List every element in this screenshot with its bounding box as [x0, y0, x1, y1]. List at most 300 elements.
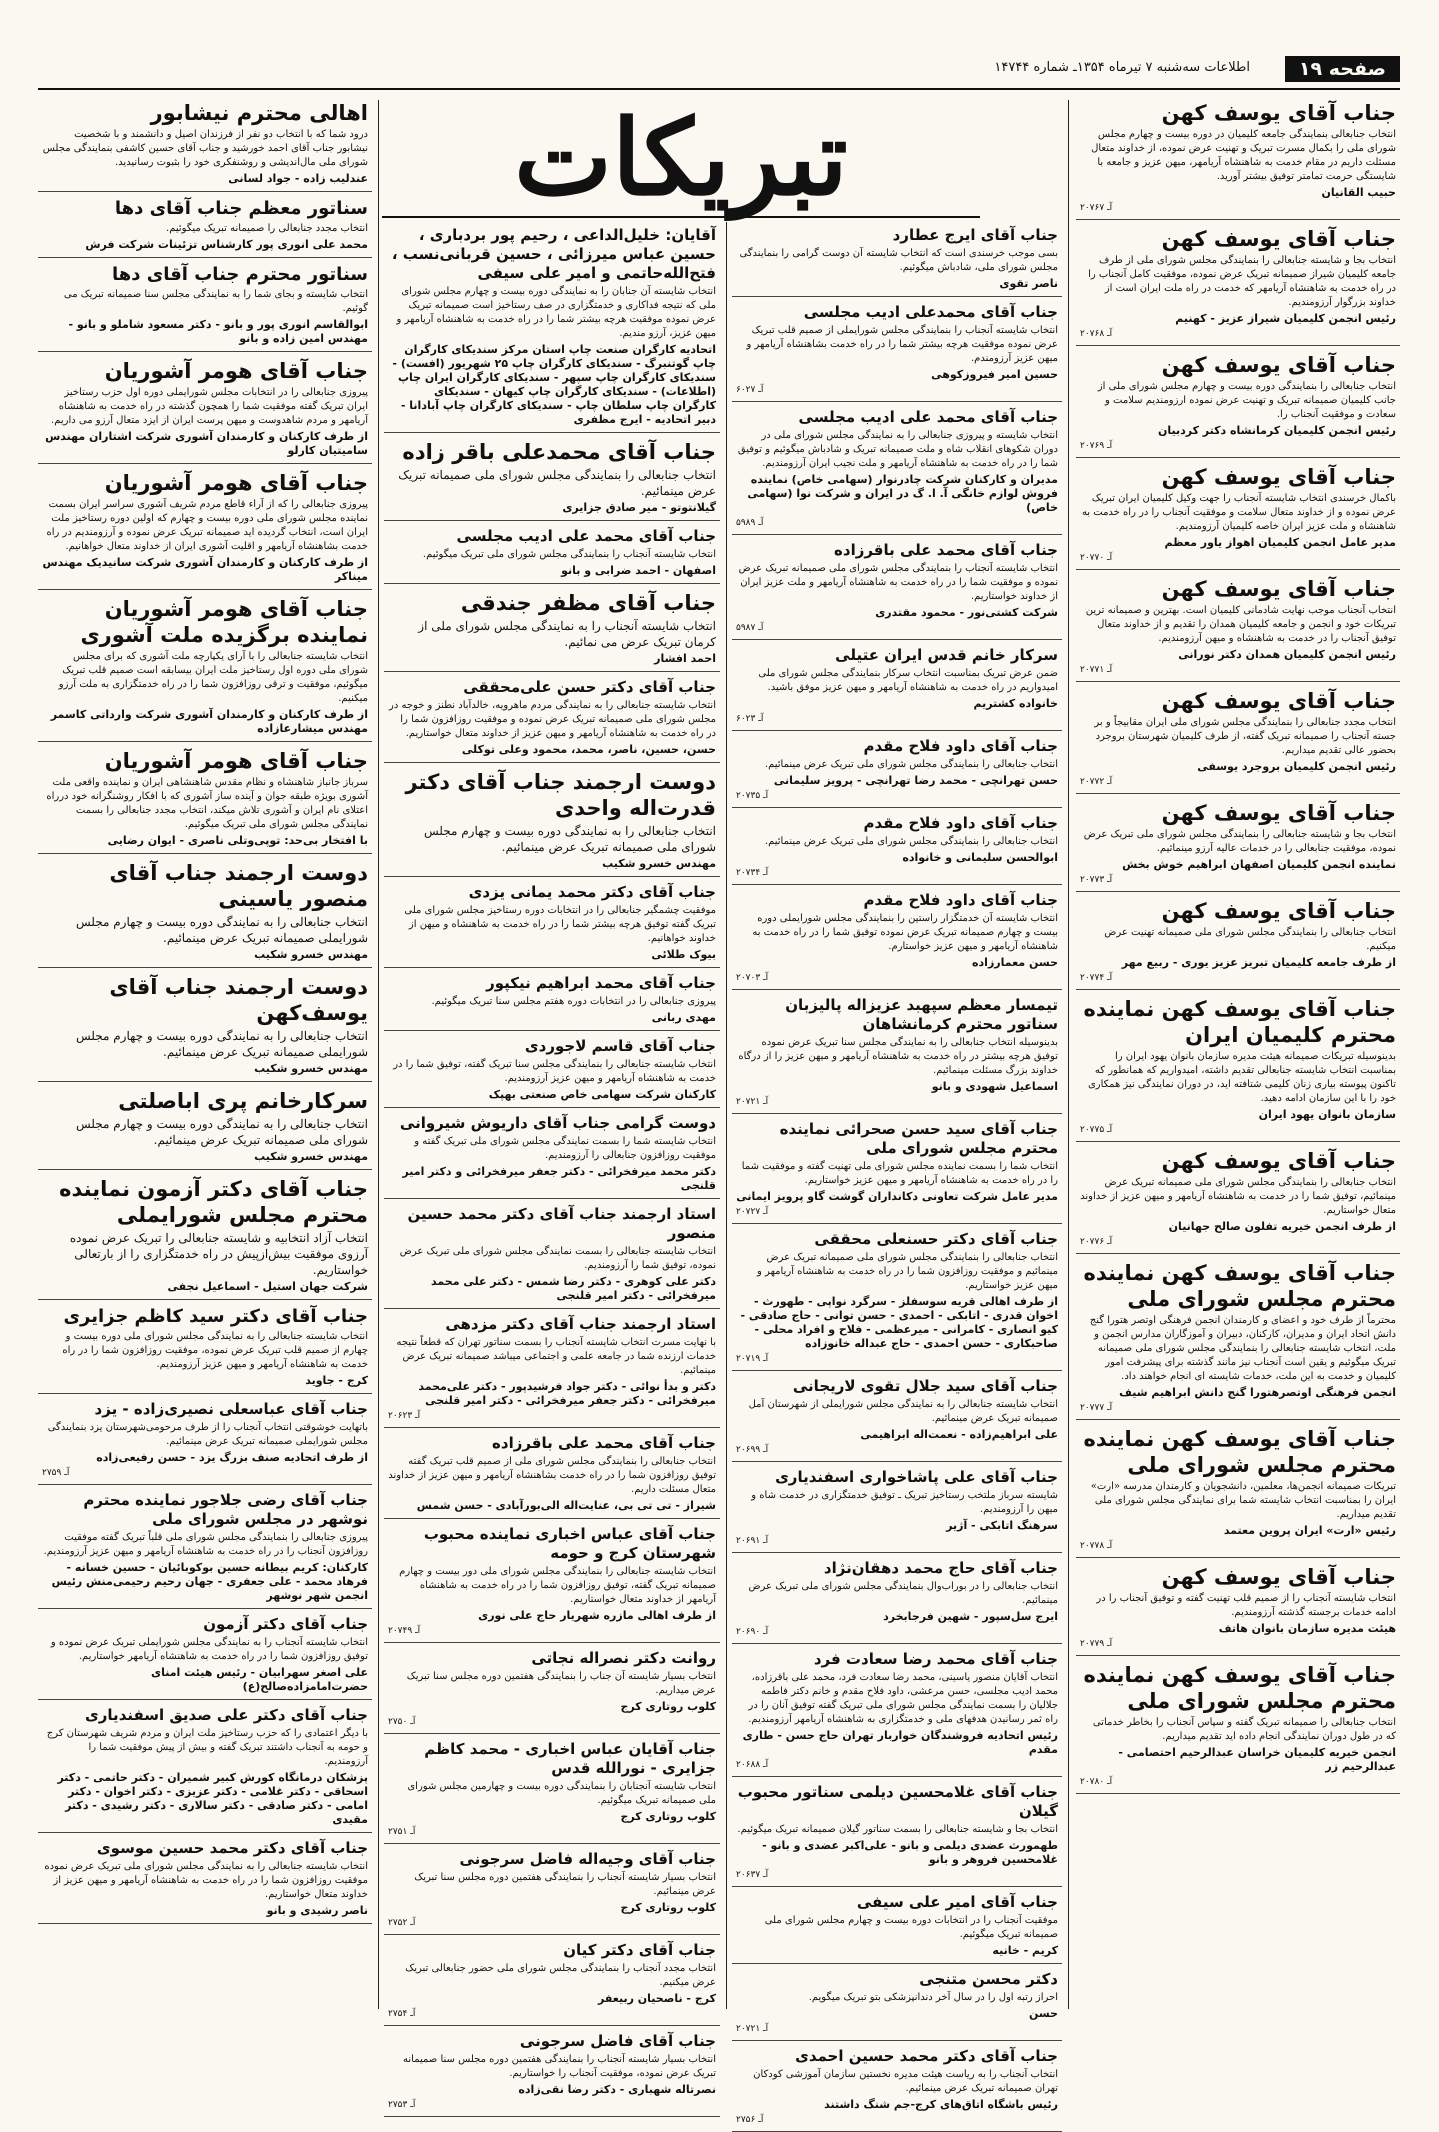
- notice-body: انتخاب جنابعالی را به نمایندگی دوره بیست و چهارم مجلس شورایملی صمیمانه تبریک عرض مینمائیم.: [75, 915, 368, 945]
- notice-block: [384, 1740, 720, 1844]
- notice-ref-code: آـ ۲۰۷۷۲: [1080, 777, 1113, 787]
- notice-heading: جناب آقای وجیه‌اله فاضل سرجونی: [459, 1850, 716, 1868]
- notice-body: انتخاب جنابعالی را به نمایندگی دوره بیست و چهارم مجلس شورایملی صمیمانه تبریک عرض مینمائیم.: [75, 1029, 368, 1059]
- notice-body: پیروزی جنابعالی را در انتخابات دوره هفتم مجلس سنا تبریک میگوئیم.: [431, 996, 716, 1007]
- notice-body: احراز رتبه اول را در سال آخر دندانپزشکی بتو تبریک میگویم.: [808, 1992, 1058, 2003]
- notice-signature: حسن معمارزاده: [972, 956, 1058, 969]
- notice-block: [384, 1850, 720, 1935]
- notice-signature: رئیس اتحادیه فروشندگان خواربار تهران حاج حسن - طاری مقدم: [742, 1729, 1058, 1756]
- notice-body: ضمن عرض تبریک بمناسبت انتخاب سرکار بنمایندگی مجلس شورای ملی امیدواریم در راه خدمت به شاهنشاه آریامهر و میهن عزیز موفق باشید.: [758, 668, 1058, 693]
- notice-ref-code: آـ ۶۰۲۳: [736, 714, 764, 724]
- notice-block: [732, 303, 1062, 402]
- notice-ref-code: آـ ۲۷۵۲: [388, 1918, 416, 1928]
- notice-signature: رئیس انجمن کلیمیان کرمانشاه دکتر کردبیان: [1157, 424, 1396, 437]
- notice-block: [1076, 1260, 1400, 1420]
- notice-body: انتخاب شایسته جنابعالی را بسمت نمایندگی مجلس شورای ملی تبریک عرض نموده، توفیق شما را آرزومندیم.: [399, 1246, 716, 1271]
- notice-block: [732, 1783, 1062, 1887]
- notice-heading: جناب آقای محمد رضا سعادت فرد: [813, 1650, 1058, 1668]
- notice-body: انتخاب شایسته آنجنابان را بنمایندگی دوره بیست و چهارمین مجلس شورای ملی صمیمانه تبریک میگوئیم.: [407, 1781, 716, 1806]
- notice-signature: گیلانتوتو - میر صادق جزایری: [562, 501, 716, 514]
- notice-heading: جناب آقای هومر آشوریان نماینده برگزیده ملت آشوری: [80, 597, 368, 647]
- notice-body: انتخاب شایسته جنابعالی را به نمایندگی مجلس شورایملی از شهرستان آمل صمیمانه تبریک عرض مینمائیم.: [748, 1399, 1058, 1424]
- notice-signature: ابوالقاسم انوری پور و بانو - دکتر مسعود شاملو و بانو - مهندس امین زاده و بانو: [68, 318, 368, 345]
- notice-signature: حسن تهرانچی - محمد رضا تهرانچی - پرویز سلیمانی: [773, 774, 1058, 787]
- notice-ref-code: آـ ۵۹۸۹: [736, 518, 764, 528]
- notice-heading: جناب آقای یوسف کهن نماینده محترم کلیمیان ایران: [1083, 997, 1396, 1047]
- notice-body: تبریکات صمیمانه انجمن‌ها، معلمین، دانشجویان و کارمندان مدرسه «ارت» ایران را بمناسبت انتخاب شایسته شما برای نمایندگی مجلس شورای ملی تقدیم میداریم.: [1090, 1481, 1396, 1520]
- notice-heading: جناب آقای دکتر علی صدیق اسفندیاری: [85, 1706, 368, 1724]
- notice-signature: دکتر و بدأ نوائی - دکتر جواد فرشیدپور - دکتر علی‌محمد میرفخرائی - دکتر جعفر میرفخرائی - دکتر امیر قلنجی: [418, 1380, 716, 1407]
- notice-heading: اهالی محترم نیشابور: [150, 101, 368, 125]
- notice-block: [732, 1970, 1062, 2041]
- notice-body: انتخاب شایسته جنابعالی را به نمایندگی مجلس شورای ملی تبریک عرض نموده موفقیت روزافزون شما را در راه خدمت به شاهنشاه آریامهر و میهن عزیز از خداوند متعال خواستاریم.: [44, 1861, 368, 1900]
- notice-block: [732, 541, 1062, 640]
- notice-heading: جناب آقای دکتر محمد یمانی یزدی: [468, 883, 716, 901]
- notice-signature: اصفهان - احمد ضرابی و بانو: [561, 564, 716, 577]
- notice-body: شایسته سرباز ملتخب رستاخیز تبریک ـ توفیق خدمتگزاری در خدمت شاه و میهن را آرزومندیم.: [751, 1490, 1058, 1515]
- notice-heading: دکتر محسن متنجی: [919, 1970, 1058, 1988]
- notice-signature: علی اصغر سهرابیان - رئیس هیئت امنای حضرت‌امامزاده‌صالح(ع): [151, 1666, 368, 1693]
- notice-body: انتخاب شایسته جنابعالی را بنمایندگی مجلس شورای ملی دور بیست و چهارم صمیمانه تبریک گفته، توفیق روزافزون شما را در راه خدمت به شاهنشاه آریامهر از خداوند متعال خواستاریم.: [399, 1566, 716, 1605]
- notice-heading: جناب آقای یوسف کهن: [1161, 577, 1396, 601]
- notice-ref-code: آـ ۲۷۵۴: [388, 2009, 416, 2019]
- notice-heading: جناب آقای یوسف کهن نماینده محترم مجلس شورای ملی: [1083, 1663, 1396, 1713]
- notice-heading: جناب آقای یوسف کهن: [1161, 353, 1396, 377]
- notice-body: انتخاب جنابعالی را بنمایندگی دوره بیست و چهارم مجلس شورای ملی از جانب کلیمیان صمیمانه تبریک و تهنیت عرض نموده ارزومندیم سلامت و سعادت و موفقیت آنجناب را.: [1097, 381, 1396, 420]
- notice-ref-code: آـ ۲۰۶۲۳: [388, 1411, 421, 1421]
- notice-signature: ناصر تقوی: [999, 277, 1058, 290]
- notice-ref-code: آـ ۲۰۶۹۹: [736, 1445, 769, 1455]
- notice-body: محترماً از طرف خود و اعضای و کارمندان انجمن فرهنگی اوتصر هتورا گنج دانش اتحاد ایران و مدیران، کارکنان، دبیران و آموزگاران مدارس انجمن و ملت، انتخاب شایسته جنابعالی را بنمایندگی مجلس شورای ملی صمیمانه تبریک میگوئیم و یقین است آنجناب نیز مانند گذشته برای پیشرفت امور کلیمیان و خدمت به این ملت، خدمات شایسته ای انجام خواهند داد.: [1089, 1315, 1396, 1382]
- notice-body: انتخاب مجدد جنابعالی را بنمایندگی مجلس شورای ملی ایران مقابیجاً و بر جسته آنجناب را صمیمانه تبریک گفته، از طرف کلیمیان شهرستان بروجرد بحضور عالی تقدیم میداریم.: [1094, 717, 1396, 756]
- notice-ref-code: آـ ۲۰۷۷۹: [1080, 1639, 1113, 1649]
- notice-heading: جناب آقایان عباس اخباری - محمد کاظم جزایری - نورالله قدس: [424, 1740, 716, 1777]
- notice-body: بدینوسیله تبریکات صمیمانه هیئت مدیره سازمان بانوان یهود ایران را بمناسبت انتخاب شایسته جنابعالی تقدیم داشته، امیدواریم که همانطور که تاکنون پیوسته بیاری زنان کلیمی شتافته اید، در دوران نمایندگی نیز همکاری خود را با این سازمان ادامه دهید.: [1087, 1051, 1396, 1104]
- notice-block: [38, 1176, 372, 1300]
- notice-block: [732, 2047, 1062, 2132]
- notice-block: [384, 678, 720, 763]
- notice-block: [38, 596, 372, 742]
- notice-body: انتخاب جنابعالی را بنمایندگی مجلس شورای ملی تبریک عرض مینمائیم.: [764, 759, 1058, 770]
- notice-block: [1076, 576, 1400, 682]
- notice-signature: اتحادیه کارگران صنعت چاپ استان مرکز سندیکای کارگران چاپ گوتنبرگ - سندیکای کارگران چاپ ۲۵ شهریور (افست) - سندیکای کارگران چاپ سپهر - سندیکای کارگران ایران چاپ (اطلاعات) - سندیکای کارگران چاپ کیهان - سندیکای کارگران چاپ سلطان چاپ - سندیکای کارگران چاپ آبادانا - دبیر اتحادیه - ایرج مظفری: [392, 343, 716, 426]
- notice-signature: از طرف جامعه کلیمیان تبریز عزیز یوری - ربیع مهر: [1121, 956, 1396, 969]
- notice-block: [732, 1377, 1062, 1462]
- notice-block: [38, 1400, 372, 1485]
- notice-body: انتخاب شایسته آنجناب را بنمایندگی مجلس شورایملی از صمیم قلب تبریک عرض نموده موفقیت هرچه بیشتر شما را در راه خدمت بشاهنشاه آریامهر و میهن عزیز آرزومندم.: [746, 325, 1058, 364]
- column-4: [38, 100, 372, 2009]
- column-rule: [726, 222, 727, 2009]
- issue-line: اطلاعات سه‌شنبه ۷ تیرماه ۱۳۵۴ـ شماره ۱۴۷۴۴: [994, 60, 1250, 75]
- notice-body: انتخاب جنابعالی را در بوراب‌وال بنمایندگی مجلس شورای ملی تبریک عرض مینمائیم.: [748, 1581, 1058, 1606]
- notice-block: [1076, 226, 1400, 346]
- notice-signature: سازمان بانوان یهود ایران: [1258, 1108, 1396, 1121]
- notice-block: [38, 748, 372, 854]
- notice-block: [732, 226, 1062, 297]
- notice-body: انتخاب شایسته شما را بسمت نمایندگی مجلس شورای ملی تبریک گفته و موفقیت روزافزون جنابعالی را آرزومندیم.: [414, 1136, 716, 1161]
- notice-signature: کارکنان: کریم بیطانه حسین بوکوبائیان - حسین خسانه - فرهاد محمد - علی جعفری - جهان رحیم رحیمی‌منش رئیس انجمن شهر نوشهر: [51, 1561, 368, 1602]
- notice-body: انتخاب شایسته آنجناب را به نمایندگی مجلس شورایملی تبریک عرض نموده و توفیق روزافزون شما را در راه خدمت به شاهنشاه آریامهر خواستاریم.: [50, 1637, 368, 1662]
- notice-body: با دیگر اعتمادی را که حزب رستاخیز ملت ایران و مردم شریف شهرستان کرج و حومه به آنجناب داشتند تبریک گفته و بیش از پیش موفقیت شما را آرزومندیم.: [46, 1728, 368, 1767]
- column-3: [384, 226, 720, 2110]
- notice-body: انتخاب مجدد جنابعالی را صمیمانه تبریک میگوئیم.: [166, 223, 368, 234]
- notice-heading: سناتور معظم جناب آقای دها: [114, 198, 368, 219]
- notice-block: [732, 1559, 1062, 1644]
- notice-heading: جناب آقای ایرج عطارد: [892, 226, 1058, 244]
- notice-signature: مهندس خسرو شکیب: [602, 857, 716, 870]
- notice-block: [384, 769, 720, 877]
- notice-block: [1076, 100, 1400, 220]
- notice-signature: کارکنان شرکت سهامی خاص صنعتی بهپک: [488, 1088, 716, 1101]
- notice-signature: مدیر عامل انجمن کلیمیان اهواز یاور معظم: [1164, 536, 1396, 549]
- notice-heading: جناب آقای دکتر حسن علی‌محققی: [463, 678, 716, 696]
- notice-ref-code: آـ ۲۰۷۷۴: [1080, 973, 1113, 983]
- notice-block: [732, 646, 1062, 731]
- notice-signature: رئیس انجمن کلیمیان شیراز عزیز - کهنیم: [1175, 312, 1396, 325]
- notice-block: [38, 1839, 372, 1924]
- notice-block: [38, 1706, 372, 1833]
- notice-signature: نماینده انجمن کلیمیان اصفهان ابراهیم خوش بخش: [1122, 858, 1396, 871]
- notice-signature: از طرف انجمن خیریه تفلون صالح جهانیان: [1168, 1220, 1396, 1233]
- notice-block: [732, 1230, 1062, 1371]
- notice-body: انتخاب بجا و شایسته جنابعالی را بنمایندگی مجلس شورای ملی از طرف جامعه کلیمیان شیراز صمیمانه تبریک عرض نموده، موفقیت کامل آنجناب را در راه خدمت به شاهنشاه آریامهر که خدمت در راه ملت ایران است از خداوند بزرگوار آرزومندیم.: [1088, 255, 1396, 308]
- notice-heading: جناب آقای دکتر حسنعلی محققی: [814, 1230, 1058, 1248]
- notice-block: [384, 1315, 720, 1428]
- notice-signature: ایرج سل‌سپور - شهین فرجابخرد: [883, 1610, 1058, 1623]
- notice-signature: مهندس خسرو شکیب: [254, 948, 368, 961]
- notice-ref-code: آـ ۲۰۷۶۸: [1080, 329, 1113, 339]
- notice-block: [38, 198, 372, 258]
- notice-body: انتخاب جنابعالی را بنمایندگی مجلس شورای ملی صمیمانه تبریک عرض مینمائیم، توفیق شما را در خدمت به شاهنشاه آریامهر و میهن عزیز از خداوند متعال خواستاریم.: [1080, 1177, 1396, 1216]
- notice-ref-code: آـ ۲۰۶۸۸: [736, 1760, 769, 1770]
- notice-heading: جناب آقای مظفر جندقی: [460, 591, 716, 615]
- notice-heading: استاد ارجمند جناب آقای دکتر مزدهی: [445, 1315, 716, 1333]
- notice-heading: جناب آقای هومر آشوریان: [104, 749, 368, 773]
- notice-heading: جناب آقای محمد علی ادیب مجلسی: [456, 527, 716, 545]
- page-title: تبریکات: [514, 96, 848, 219]
- notice-signature: ناصر رشیدی و بانو: [266, 1904, 368, 1917]
- notice-heading: جناب آقای غلامحسین دیلمی سناتور محبوب گیلان: [737, 1783, 1058, 1820]
- notice-ref-code: آـ ۲۰۷۷۳: [1080, 875, 1113, 885]
- notice-body: انتخاب بسیار شایسته آنجناب را بنمایندگی هفتمین دوره مجلس سنا صمیمانه تبریک عرض نموده، موفقیت آنجناب را خواستاریم.: [403, 2054, 716, 2079]
- notice-body: درود شما که با انتخاب دو نفر از فرزندان اصیل و دانشمند و با شخصیت نیشابور جناب آقای احمد خورشید و جناب آقای حسین کاشفی بنمایندگی مجلس شورای ملی مال‌اندیشی و روشنفکری خود را بثبوت رسانیدید.: [42, 129, 368, 168]
- page-title-box: [382, 96, 980, 219]
- notice-signature: از طرف کارکنان و کارمندان آشوری شرکت اشتاران مهندس سامیتیان کارلو: [45, 430, 368, 457]
- notice-signature: عندلیب زاده - جواد لسانی: [228, 172, 368, 185]
- notice-heading: جناب آقای عباسعلی نصیری‌زاده - یزد: [94, 1400, 368, 1418]
- notice-body: انتخاب شایسته جنابعالی را به نمایندگی مردم ماهرویه، خالدآباد نطنز و خوجه در مجلس شورای ملی صمیمانه تبریک عرض نموده و موفقیت روزافزون شما را در راه خدمت به شاهنشاه آریامهر و میهن عزیز از خداوند متعال خواستاریم.: [389, 700, 716, 739]
- notice-body: پیروزی جنابعالی را بنمایندگی مجلس شورای ملی قلباً تبریک گفته موفقیت روزافزون آنجناب را در راه خدمت به شاهنشاه آریامهر و میهن عزیز آرزومندیم.: [43, 1532, 368, 1557]
- notice-block: [384, 226, 720, 433]
- notice-body: انتخاب شایسته آنجناب را بنمایندگی مجلس شورای ملی تبریک میگوئیم.: [422, 549, 716, 560]
- notice-block: [38, 264, 372, 352]
- notice-block: [1076, 898, 1400, 990]
- column-1: [1076, 100, 1400, 2009]
- notice-heading: جناب آقای هومر آشوریان: [104, 471, 368, 495]
- notice-heading: جناب آقای امیر علی سیفی: [856, 1893, 1058, 1911]
- notice-ref-code: آـ ۲۰۷۷۱: [1080, 665, 1113, 675]
- notice-heading: دوست گرامی جناب آقای داریوش شیروانی: [399, 1114, 716, 1132]
- notice-body: انتخاب شایسته جنابعالی را بنمایندگی مجلس سنا تبریک گفته، توفیق شما را در خدمت به شاهنشاه آریامهر و میهن عزیز آرزومندیم.: [393, 1059, 716, 1084]
- notice-body: انتخاب جنابعالی را به نمایندگی دوره بیست و چهارم مجلس شورای ملی صمیمانه تبریک عرض مینمائیم.: [423, 824, 716, 854]
- notice-body: انتخاب شایسته آنجناب را به نمایندگی مجلس شورای ملی از کرمان تبریک عرض می نمائیم.: [418, 619, 716, 649]
- notice-heading: جناب آقای رضی جلاجور نماینده محترم نوشهر در مجلس شورای ملی: [83, 1491, 368, 1528]
- notice-heading: سرکار خانم قدس ایران عتیلی: [835, 646, 1058, 664]
- notice-block: [384, 2032, 720, 2117]
- notice-signature: انجمن خیریه کلیمیان خراسان عبدالرحیم احتصامی - عبدالرحیم زر: [1118, 1746, 1396, 1773]
- notice-heading: جناب آقای دکتر محمد حسین احمدی: [795, 2047, 1058, 2065]
- notice-heading: جناب آقای حاج محمد دهقان‌نژاد: [823, 1559, 1058, 1577]
- notice-signature: محمد علی انوری پور کارشناس تزئینات شرکت فرش: [85, 238, 368, 251]
- notice-ref-code: آـ ۲۷۵۳: [388, 2100, 416, 2110]
- notice-ref-code: آـ ۲۰۷۷۵: [1080, 1125, 1113, 1135]
- notice-signature: حسن، حسین، ناصر، محمد، محمود وعلی توکلی: [461, 743, 716, 756]
- notice-ref-code: آـ ۲۰۷۷۷: [1080, 1403, 1113, 1413]
- notice-body: انتخاب بسیار شایسته آنجناب را بنمایندگی هفتمین دوره مجلس سنا تبریک عرض مینمائیم.: [414, 1872, 716, 1897]
- notice-body: انتخاب بجا و شایسته جنابعالی را بنمایندگی مجلس شورای ملی تبریک عرض نموده، موفقیت جنابعالی را در خدمات عالیه آرزو مینمائیم.: [1083, 829, 1396, 854]
- notice-ref-code: آـ ۲۰۷۸۰: [1080, 1777, 1113, 1787]
- notice-heading: سرکارخانم پری اباصلتی: [118, 1089, 368, 1113]
- notice-signature: کلوب روتاری کرج: [620, 1700, 716, 1713]
- notice-heading: جناب آقای یوسف کهن: [1161, 1149, 1396, 1173]
- notice-body: انتخاب شما را بسمت نماینده مجلس شورای ملی تهنیت گفته و موفقیت شما را در راه خدمت به شاهنشاه آریامهر و میهن عزیز خواستاریم.: [741, 1161, 1058, 1186]
- notice-block: [384, 439, 720, 521]
- notice-signature: رئیس انجمن کلیمیان بروجرد یوسفی: [1197, 760, 1396, 773]
- notice-body: انتخاب شایسته جنابعالی را به نمایندگی مجلس شورای ملی دوره بیست و چهارم از صمیم قلب تبریک عرض نموده، موفقیت روزافزون شما را در راه خدمت به شاهنشاه آریامهر و میهن عزیز آرزومندیم.: [62, 1331, 368, 1370]
- notice-heading: جناب آقای محمد علی باقرزاده: [834, 541, 1058, 559]
- notice-heading: جناب آقای یوسف کهن نماینده محترم مجلس شورای ملی: [1083, 1261, 1396, 1311]
- notice-body: انتخاب آقایان منصور یاسینی، محمد رضا سعادت فرد، محمد علی باقرزاده، محمد ادیب مجلسی، حسن مرعشی، داود فلاح مقدم و خانم دکتر فاطمه جلالیان را بسمت نمایندگی مجلس شورای ملی تبریک گفته توفیق آنان را در راه ثمر رسانیدن هدفهای ملی و خدمتگزاری به شاهنشاه آریامهر آرزومندیم.: [748, 1672, 1058, 1725]
- notice-block: [732, 1120, 1062, 1224]
- notice-signature: ابوالحسن سلیمانی و خانواده: [902, 851, 1058, 864]
- notice-heading: جناب آقای یوسف کهن: [1161, 227, 1396, 251]
- notice-body: انتخاب شایسته آن خدمتگزار راستین را بنمایندگی مجلس شورایملی دوره بیست و چهارم صمیمانه تبریک عرض نموده توفیق شما را در راه خدمت به شاهنشاه آریامهر و میهن عزیز خواستارم.: [752, 913, 1058, 952]
- notice-heading: جناب آقای یوسف کهن نماینده محترم مجلس شورای ملی: [1083, 1427, 1396, 1477]
- notice-heading: جناب آقای دکتر آزمون: [203, 1615, 368, 1633]
- notice-block: [1076, 800, 1400, 892]
- notice-heading: جناب آقای فاضل سرجونی: [519, 2032, 716, 2050]
- masthead: [38, 52, 1400, 90]
- notice-signature: بیوک طلائی: [651, 948, 716, 961]
- notice-signature: از طرف اهالی مازره شهریار حاج علی نوری: [478, 1609, 716, 1622]
- notice-block: [384, 1205, 720, 1309]
- notice-ref-code: آـ ۲۰۷۶۹: [1080, 441, 1113, 451]
- notice-body: با نهایت مسرت انتخاب شایسته آنجناب را بسمت سناتور تهران که قطعاً نتیجه خدمات ارزنده شما در جامعه علمی و اجتماعی میباشد صمیمانه تبریک عرض مینمائیم.: [396, 1337, 716, 1376]
- notice-signature: کرج - ناصحیان ربیعفر: [598, 1992, 716, 2005]
- notice-heading: دوست ارجمند جناب آقای دکتر قدرت‌اله واحدی: [405, 770, 716, 820]
- notice-block: [384, 1434, 720, 1519]
- notice-ref-code: آـ ۲۰۷۰۳: [736, 973, 769, 983]
- column-2: [732, 226, 1062, 2125]
- notice-signature: حبیب القانیان: [1321, 186, 1396, 199]
- notice-heading: جناب آقای محمد علی باقرزاده: [492, 1434, 716, 1452]
- notice-ref-code: آـ ۲۰۷۱۹: [736, 1354, 769, 1364]
- notice-heading: آقایان: خلیل‌الداعی ، رحیم پور بردباری ، حسین عباس میرزائی ، حسین قربانی‌نسب ، فتح‌الله‌حاتمی و امیر علی سیفی: [391, 226, 716, 282]
- notice-ref-code: آـ ۲۰۷۶۷: [1080, 203, 1113, 213]
- notice-heading: جناب آقای عباس اخباری نماینده محبوب شهرستان کرج و حومه: [423, 1525, 716, 1562]
- notice-ref-code: آـ ۲۷۵۱: [388, 1827, 416, 1837]
- notice-signature: دکتر علی کوهری - دکتر رضا شمس - دکتر علی محمد میرفخرائی - دکتر امیر قلنجی: [431, 1275, 716, 1302]
- notice-body: انتخاب مجدد آنجناب را بنمایندگی مجلس شورای ملی حضور جنابعالی تبریک عرض میکنیم.: [405, 1963, 716, 1988]
- notice-block: [1076, 1662, 1400, 1794]
- notice-signature: هیئت مدیره سازمان بانوان هاتف: [1218, 1622, 1396, 1635]
- notice-body: انتخاب آنجناب موجب نهایت شادمانی کلیمیان است. بهترین و صمیمانه ترین تبریکات خود و انجمن و جامعه کلیمیان همدان را تقدیم و از خداوند متعال توفیق آنجناب را در خدمت به شاهنشاه و میهن آرزومندیم.: [1085, 605, 1396, 644]
- notice-block: [384, 590, 720, 672]
- page-number-badge: صفحه ۱۹: [1285, 56, 1400, 82]
- notice-body: انتخاب جنابعالی بنمایندگی جامعه کلیمیان در دوره بیست و چهارم مجلس شورای ملی را بکمال مسرت تبریک و تهنیت عرض نموده، از خداوند متعال مسئلت داریم در مقام خدمت به شاهنشاه آریامهر، میهن عزیز و جامعه با شایستگی حرمت تمامتر توفیق بیشتر آورید.: [1091, 129, 1396, 182]
- notice-heading: جناب آقای سید حسن صحرائی نماینده محترم مجلس شورای ملی: [779, 1120, 1058, 1157]
- notice-block: [384, 1037, 720, 1108]
- notice-block: [384, 1941, 720, 2026]
- notice-signature: مهدی ربانی: [651, 1011, 716, 1024]
- notice-ref-code: آـ ۲۰۷۲۱: [736, 1097, 769, 1107]
- notice-heading: جناب آقای یوسف کهن: [1161, 689, 1396, 713]
- notice-ref-code: آـ ۲۰۷۳۵: [736, 791, 769, 801]
- notice-block: [384, 883, 720, 968]
- notice-ref-code: آـ ۲۰۷۴۹: [388, 1626, 421, 1636]
- notice-block: [1076, 1564, 1400, 1656]
- notice-signature: رئیس باشگاه اتاق‌های کرج-جم شنگ داشتند: [824, 2098, 1058, 2111]
- notice-heading: جناب آقای داود فلاح مقدم: [863, 737, 1058, 755]
- notice-ref-code: آـ ۲۰۷۲۱: [736, 2024, 769, 2034]
- notice-block: [732, 996, 1062, 1114]
- notice-body: انتخاب جنابعالی را بنمایندگی مجلس شورای ملی صمیمانه تبریک عرض مینمائیم و موفقیت روزافزون شما را در راه خدمت به شاهنشاه آریامهر و میهن عزیز خواستاریم.: [757, 1252, 1058, 1291]
- notice-block: [38, 1615, 372, 1700]
- column-rule: [1068, 100, 1069, 2009]
- notice-heading: جناب آقای داود فلاح مقدم: [863, 814, 1058, 832]
- notice-heading: جناب آقای محمدعلی باقر زاده: [402, 440, 716, 464]
- notice-block: [384, 1525, 720, 1643]
- notice-block: [384, 1114, 720, 1199]
- notice-heading: تیمسار معظم سپهبد عزیزاله پالیزبان سناتور محترم کرمانشاهان: [785, 996, 1058, 1033]
- notice-ref-code: آـ ۲۰۶۹۰: [736, 1627, 769, 1637]
- notice-block: [732, 891, 1062, 990]
- notice-heading: جناب آقای داود فلاح مقدم: [863, 891, 1058, 909]
- notice-body: انتخاب بجا و شایسته جنابعالی را بسمت سناتور گیلان صمیمانه تبریک میگوئیم.: [737, 1824, 1058, 1835]
- notice-signature: اسماعیل شهودی و بانو: [931, 1080, 1058, 1093]
- notice-signature: پزشکان درمانگاه کورش کبیر شمیران - دکتر حاتمی - دکتر اسحاقی - دکتر غلامی - دکتر عزیزی - دکتر اخوان - دکتر امامی - دکتر صادقی - دکتر سالاری - دکتر رشیدی - دکتر مقیدی: [57, 1771, 368, 1826]
- notice-signature: از طرف کارکنان و کارمندان آشوری شرکت وارداتی کاسمر مهندس میشارعازاده: [50, 708, 368, 735]
- notice-signature: شرکت جهان استیل - اسماعیل نجفی: [167, 1280, 368, 1293]
- notice-signature: سرهنگ اتابکی - آژیر: [946, 1519, 1058, 1532]
- notice-signature: مهندس خسرو شکیب: [254, 1150, 368, 1163]
- notice-heading: جناب آقای سید جلال تقوی لاریجانی: [792, 1377, 1058, 1395]
- notice-body: بسی موجب خرسندی است که انتخاب شایسته آن دوست گرامی را بنمایندگی مجلس شورای ملی، شادباش میگوئیم.: [739, 248, 1058, 273]
- notice-body: انتخاب جنابعالی را بنمایندگی مجلس شورای ملی تبریک عرض مینمائیم.: [764, 836, 1058, 847]
- notice-block: [1076, 1426, 1400, 1558]
- notice-signature: احمد افشار: [654, 652, 716, 665]
- notice-heading: جناب آقای دکتر سید کاظم جزایری: [63, 1306, 368, 1327]
- notice-heading: جناب آقای دکتر کیان: [563, 1941, 716, 1959]
- notice-signature: رئیس انجمن کلیمیان همدان دکتر نورانی: [1178, 648, 1396, 661]
- notice-body: انتخاب بسیار شایسته آن جناب را بنمایندگی هفتمین دوره مجلس سنا تبریک عرض میداریم.: [406, 1671, 716, 1696]
- notice-block: [732, 408, 1062, 535]
- notice-heading: جناب آقای محمدعلی ادیب مجلسی: [803, 303, 1058, 321]
- notice-body: انتخاب جنابعالی را بنمایندگی مجلس شورای ملی از صمیم قلب تبریک گفته توفیق روزافزون شما را در راه خدمت بشاهنشاه آریامهر و میهن عزیز از خداوند متعال مسئلت داریم.: [388, 1456, 716, 1495]
- notice-body: باتهایت خوشوقتی انتخاب آنجناب را از طرف مرحومی‌شهرستان یزد بنمایندگی مجلس شورایملی صمیمانه تبریک عرض مینمائیم.: [47, 1422, 368, 1447]
- notice-ref-code: آـ ۵۹۸۷: [736, 623, 764, 633]
- notice-body: موفقیت آنجناب را در انتخابات دوره بیست و چهارم مجلس شورای ملی صمیمانه تبریک میگوئیم.: [764, 1915, 1058, 1940]
- notice-body: انتخاب آنجناب را به ریاست هیئت مدیره نخستین سازمان آموزشی کودکان تهران صمیمانه تبریک عرض مینمائیم.: [753, 2069, 1058, 2094]
- notice-heading: سناتور محترم جناب آقای دها: [112, 264, 368, 285]
- notice-signature: مدیران و کارکنان شرکت چادرنوار (سهامی خاص) نماینده فروش لوازم خانگی آ. ا. گ در ایران و شرکت نوا (سهامی خاص): [747, 473, 1058, 514]
- notice-block: [38, 860, 372, 968]
- notice-body: انتخاب جنابعالی را صمیمانه تبریک گفته و سپاس آنجناب را بخاطر خدماتی که در طول دوران نمایندگی انجام داده اید تقدیم میداریم.: [1092, 1717, 1396, 1742]
- notice-heading: جناب آقای دکتر محمد حسین موسوی: [96, 1839, 368, 1857]
- notice-signature: کلوب روتاری کرج: [620, 1810, 716, 1823]
- notice-block: [38, 974, 372, 1082]
- notice-ref-code: آـ ۲۰۷۷۰: [1080, 553, 1113, 563]
- notice-body: انتخاب شایسته آنجناب را از صمیم قلب تهنیت گفته و توفیق آنجناب را در ادامه خدمات برجسته گذشته آرزومندیم.: [1096, 1593, 1396, 1618]
- notice-heading: دوست ارجمند جناب آقای یوسف‌کهن: [109, 975, 368, 1025]
- notice-block: [1076, 996, 1400, 1142]
- notice-body: بدینوسیله انتخاب جنابعالی را به نمایندگی مجلس سنا تبریک عرض نموده توفیق هرچه بیشتر در راه خدمت به شاهنشاه آریامهر و میهن عزیز را از درگاه خداوند بزرگ مسئلت مینمائیم.: [738, 1037, 1058, 1076]
- notice-signature: از طرف اهالی قریه سوسفلز - سرگرد نواپی - طهورث - اخوان قدری - اتابکی - احمدی - حسن توانی - حاج صادقی - کیو انصاری - کامرانی - میرعظمی - فلاح و افراد محلی - صاحبکاری - حسن احمدی - حاج عبداله خانوزاده: [740, 1295, 1058, 1350]
- notice-block: [38, 1088, 372, 1170]
- notice-heading: جناب آقای علی پاشاخواری اسفندیاری: [775, 1468, 1058, 1486]
- notice-body: سرباز جانباز شاهنشاه و نظام مقدس شاهنشاهی ایران و نماینده واقعی ملت آشوری بویژه طبقه جوان و آینده ساز آشوری که با افکار روشنگرانه خود درراه اعتلای نام ایران و آشوری تلاش میکند، انتخاب مجدد جنابعالی را بسمت نمایندگی مجلس شورای ملی تبریک میگوئیم.: [46, 777, 368, 830]
- notice-signature: علی ابراهیم‌زاده - نعمت‌اله ابراهیمی: [860, 1428, 1058, 1441]
- notice-ref-code: آـ ۲۰۷۲۷: [736, 1207, 769, 1217]
- notice-heading: جناب آقای هومر آشوریان: [104, 359, 368, 383]
- notice-block: [38, 470, 372, 590]
- column-rule: [378, 100, 379, 2009]
- notice-body: پیروزی جنابعالی را در انتخابات مجلس شورایملی دوره اول حزب رستاخیز ایران تبریک گفته موفقیت شما را همچون گذشته در راه خدمت به شاهنشاه آریامهر و مردم شاهدوست و میهن پرست ایران از ایزد متعال آرزو می داریم.: [51, 387, 368, 426]
- notice-ref-code: آـ ۲۰۷۷۶: [1080, 1237, 1113, 1247]
- notice-heading: جناب آقای یوسف کهن: [1161, 899, 1396, 923]
- notice-ref-code: آـ ۲۰۷۳۴: [736, 868, 769, 878]
- notice-ref-code: آـ ۲۷۵۹: [42, 1468, 70, 1478]
- notice-block: [38, 1306, 372, 1394]
- notice-heading: دوست ارجمند جناب آقای منصور یاسینی: [109, 861, 368, 911]
- notice-block: [1076, 1148, 1400, 1254]
- notice-body: انتخاب آزاد انتخابیه و شایسته جنابعالی را تبریک عرض نموده آرزوی موفقیت بیش‌ازپیش در راه خدمتگزاری را از بارتعالی خواستاریم.: [69, 1231, 368, 1277]
- notice-ref-code: آـ ۶۰۲۷: [736, 385, 764, 395]
- notice-body: انتخاب جنابعالی را بنمایندگی مجلس شورای ملی صمیمانه تهنیت عرض میکنیم.: [1104, 927, 1396, 952]
- notice-signature: مهندس خسرو شکیب: [254, 1062, 368, 1075]
- notice-signature: از طرف اتحادیه صنف بزرگ یزد - حسن رفیعی‌زاده: [96, 1451, 368, 1464]
- notice-signature: دکتر محمد میرفخرائی - دکتر جعفر میرفخرائی و دکتر امیر قلنجی: [402, 1165, 716, 1192]
- notice-block: [384, 1649, 720, 1734]
- notice-block: [38, 358, 372, 464]
- notice-body: انتخاب شایسته و پیروزی جنابعالی را به نمایندگی مجلس شورای ملی در دوران شکوهای انقلاب شاه و ملت صمیمانه تبریک و شادباش میگوئیم و توفیق شما را در راه خدمت به شاهنشاه آریامهر و ملت نجیب ایران آرزومندیم.: [737, 430, 1058, 469]
- notice-body: باکمال خرسندی انتخاب شایسته آنجناب را جهت وکیل کلیمیان ایران تبریک عرض نموده و از خداوند متعال سلامت و موفقیت آنجناب را در راه خدمت به شاهنشاه و ملت عزیز ایران خاصه کلیمیان آرزومندیم.: [1081, 493, 1396, 532]
- notice-signature: مدیر عامل شرکت تعاونی دکانداران گوشت گاو پرویز ایمانی: [736, 1190, 1058, 1203]
- notice-block: [384, 974, 720, 1031]
- notice-signature: شرکت کشتی‌نور - محمود مقتدری: [875, 606, 1058, 619]
- notice-heading: جناب آقای محمد علی ادیب مجلسی: [798, 408, 1058, 426]
- notice-signature: نصرتاله شهباری - دکتر رضا نقی‌زاده: [518, 2083, 716, 2096]
- notice-heading: روانت دکتر نصراله نجاتی: [531, 1649, 716, 1667]
- notice-heading: جناب آقای یوسف کهن: [1161, 101, 1396, 125]
- notice-ref-code: آـ ۲۷۵۰: [388, 1717, 416, 1727]
- notice-signature: حسین امیر فیروزکوهی: [931, 368, 1058, 381]
- notice-body: موفقیت چشمگیر جنابعالی را در انتخابات دوره رستاخیز مجلس شورای ملی تبریک گفته توفیق هرچه بیشتر شما را در راه خدمت به شاهنشاه و میهن از خداوند خواهانیم.: [404, 905, 716, 944]
- notice-block: [1076, 688, 1400, 794]
- notice-block: [732, 1893, 1062, 1964]
- notice-block: [732, 737, 1062, 808]
- notice-signature: شیراز - تی تی بی، عنایت‌اله‌ الی‌بورآبادی - حسن شمس: [416, 1499, 716, 1512]
- notice-ref-code: آـ ۲۰۶۳۷: [736, 1870, 769, 1880]
- notice-body: انتخاب شایسته آن جنابان را به نمایندگی دوره بیست و چهارم مجلس شورای ملی که نتیجه فداکاری و خدمتگزاری در صف رستاخیز است صمیمانه تبریک عرض نموده موفقیت هرچه بیشتر شما را در راه خدمت به شاهنشاه آریامهر و میهن عزیز، آرزو مندیم.: [396, 286, 716, 339]
- notice-heading: جناب آقای دکتر آزمون نماینده محترم مجلس شورایملی: [59, 1177, 368, 1227]
- notice-heading: جناب آقای یوسف کهن: [1161, 801, 1396, 825]
- notice-block: [732, 1650, 1062, 1777]
- notice-block: [1076, 464, 1400, 570]
- notice-body: پیروزی جنابعالی را که از آراء قاطع مردم شریف آشوری سراسر ایران بسمت نماینده مجلس شورای ملی دوره بیست و چهارم که اولین دوره رستاخیز ملت ایران است، انتخاب گردیده اید صمیمانه تبریک عرض نموده و آرزومندیم در راه خدمت بشاهنشاه آریامهر و اقلیت آشوری ایران از خداوند متعال خواهانیم.: [46, 499, 368, 552]
- notice-signature: طهمورث عضدی دیلمی و بانو - علی‌اکبر عضدی و بانو - غلامحسین فروهر و بانو: [762, 1839, 1058, 1866]
- notice-signature: از طرف کارکنان و کارمندان آشوری شرکت سانیدیک مهندس میناکر: [42, 556, 368, 583]
